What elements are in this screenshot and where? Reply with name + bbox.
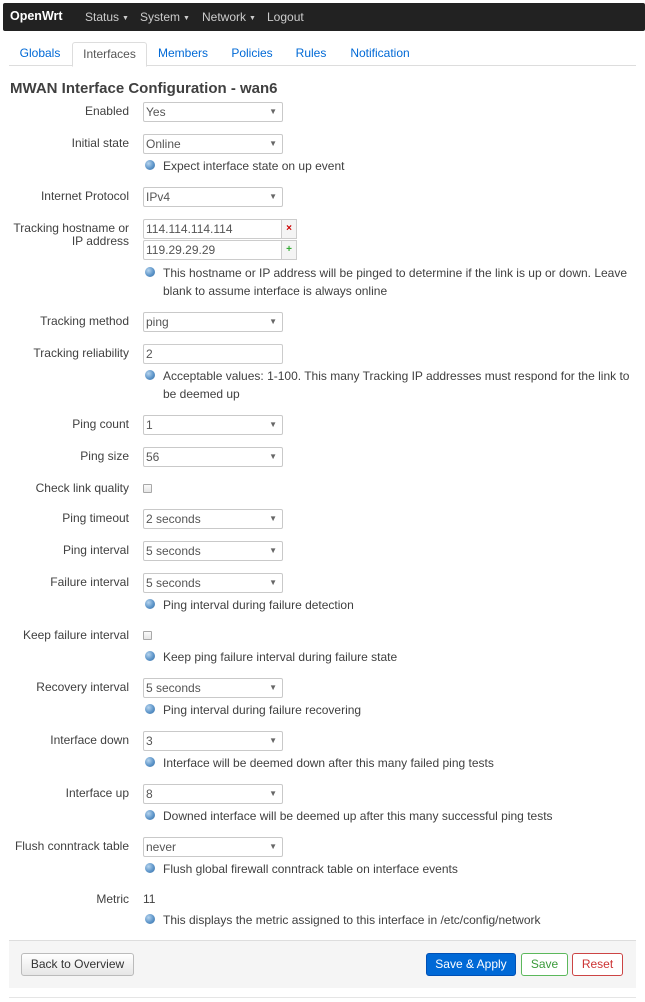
menu-status[interactable]: Status ▼ xyxy=(85,10,129,24)
internet-protocol-label: Internet Protocol xyxy=(40,189,129,203)
ping-size-value: 56 xyxy=(146,450,160,464)
back-to-overview-button[interactable]: Back to Overview xyxy=(21,953,134,976)
save-apply-button[interactable]: Save & Apply xyxy=(426,953,516,976)
tab-members[interactable]: Members xyxy=(157,46,208,60)
initial-state-select[interactable] xyxy=(143,134,283,154)
save-button[interactable]: Save xyxy=(521,953,568,976)
failure-interval-value: 5 seconds xyxy=(146,576,201,590)
info-icon xyxy=(145,160,155,170)
tracking-hostname-label: Tracking hostname or IP address xyxy=(13,221,129,248)
info-icon xyxy=(145,599,155,609)
dropdown-arrow-icon: ▼ xyxy=(269,139,277,148)
recovery-interval-value: 5 seconds xyxy=(146,681,201,695)
chevron-down-icon: ▼ xyxy=(183,15,190,22)
recovery-interval-help: Ping interval during failure recovering xyxy=(145,701,635,719)
recovery-interval-label: Recovery interval xyxy=(36,680,129,694)
info-icon xyxy=(145,704,155,714)
menu-logout[interactable]: Logout xyxy=(267,10,304,24)
keep-failure-interval-label: Keep failure interval xyxy=(22,628,129,642)
tracking-reliability-input[interactable]: 2 xyxy=(143,344,283,364)
chevron-down-icon: ▼ xyxy=(122,15,129,22)
tracking-method-value: ping xyxy=(146,315,169,329)
dropdown-arrow-icon: ▼ xyxy=(269,514,277,523)
metric-label: Metric xyxy=(96,892,129,906)
dropdown-arrow-icon: ▼ xyxy=(269,192,277,201)
page-title: MWAN Interface Configuration - wan6 xyxy=(10,80,278,97)
top-navbar xyxy=(3,3,645,31)
interface-up-help: Downed interface will be deemed up after this many successful ping tests xyxy=(145,807,635,825)
dropdown-arrow-icon: ▼ xyxy=(269,683,277,692)
info-icon xyxy=(145,863,155,873)
keep-failure-interval-help: Keep ping failure interval during failure state xyxy=(145,648,635,666)
internet-protocol-select[interactable] xyxy=(143,187,283,207)
flush-conntrack-value: never xyxy=(146,840,177,854)
enabled-value: Yes xyxy=(146,105,166,119)
ping-interval-label: Ping interval xyxy=(62,543,129,557)
enabled-label: Enabled xyxy=(84,104,129,118)
flush-conntrack-select[interactable] xyxy=(143,837,283,857)
tracking-host-input-1[interactable]: 114.114.114.114 xyxy=(143,219,283,239)
enabled-select[interactable] xyxy=(143,102,283,122)
reset-button[interactable]: Reset xyxy=(572,953,623,976)
tracking-method-label: Tracking method xyxy=(40,314,129,328)
ping-count-select[interactable] xyxy=(143,415,283,435)
dropdown-arrow-icon: ▼ xyxy=(269,317,277,326)
dropdown-arrow-icon: ▼ xyxy=(269,578,277,587)
dropdown-arrow-icon: ▼ xyxy=(269,736,277,745)
internet-protocol-value: IPv4 xyxy=(146,190,171,204)
tab-globals[interactable]: Globals xyxy=(19,46,61,60)
interface-up-select[interactable] xyxy=(143,784,283,804)
dropdown-arrow-icon: ▼ xyxy=(269,452,277,461)
tab-bar xyxy=(9,42,636,66)
tracking-reliability-help: Acceptable values: 1-100. This many Tracking IP addresses must respond for the link to be deemed up xyxy=(145,367,635,403)
flush-conntrack-help: Flush global firewall conntrack table on interface events xyxy=(145,860,635,878)
tab-policies[interactable]: Policies xyxy=(231,46,273,60)
keep-failure-interval-checkbox[interactable] xyxy=(143,631,152,640)
recovery-interval-select[interactable] xyxy=(143,678,283,698)
interface-up-label: Interface up xyxy=(65,786,129,800)
interface-down-help: Interface will be deemed down after this many failed ping tests xyxy=(145,754,635,772)
info-icon xyxy=(145,757,155,767)
ping-interval-select[interactable] xyxy=(143,541,283,561)
failure-interval-label: Failure interval xyxy=(50,575,129,589)
menu-system[interactable]: System ▼ xyxy=(140,10,190,24)
tab-rules[interactable]: Rules xyxy=(295,46,327,60)
interface-down-value: 3 xyxy=(146,734,153,748)
tab-interfaces[interactable]: Interfaces xyxy=(72,42,147,67)
interface-down-label: Interface down xyxy=(50,733,129,747)
ping-timeout-select[interactable] xyxy=(143,509,283,529)
initial-state-help: Expect interface state on up event xyxy=(145,157,635,175)
failure-interval-help: Ping interval during failure detection xyxy=(145,596,635,614)
info-icon xyxy=(145,267,155,277)
dropdown-arrow-icon: ▼ xyxy=(269,842,277,851)
tracking-method-select[interactable] xyxy=(143,312,283,332)
dropdown-arrow-icon: ▼ xyxy=(269,789,277,798)
metric-value: 11 xyxy=(143,892,156,906)
info-icon xyxy=(145,914,155,924)
failure-interval-select[interactable] xyxy=(143,573,283,593)
ping-timeout-value: 2 seconds xyxy=(146,512,201,526)
initial-state-value: Online xyxy=(146,137,181,151)
tracking-reliability-label: Tracking reliability xyxy=(33,346,129,360)
tab-notification[interactable]: Notification xyxy=(350,46,410,60)
remove-host-button[interactable]: × xyxy=(281,219,297,239)
ping-size-select[interactable] xyxy=(143,447,283,467)
add-host-button[interactable]: + xyxy=(281,240,297,260)
ping-count-label: Ping count xyxy=(72,417,129,431)
tracking-hostname-help: This hostname or IP address will be pinged to determine if the link is up or down. Leave blank to assume interface is always online xyxy=(145,264,635,300)
dropdown-arrow-icon: ▼ xyxy=(269,546,277,555)
brand-logo[interactable]: OpenWrt xyxy=(10,9,63,23)
interface-up-value: 8 xyxy=(146,787,153,801)
flush-conntrack-label: Flush conntrack table xyxy=(14,839,129,853)
info-icon xyxy=(145,810,155,820)
info-icon xyxy=(145,370,155,380)
dropdown-arrow-icon: ▼ xyxy=(269,107,277,116)
tracking-host-input-2[interactable]: 119.29.29.29 xyxy=(143,240,283,260)
check-link-quality-label: Check link quality xyxy=(35,481,129,495)
info-icon xyxy=(145,651,155,661)
initial-state-label: Initial state xyxy=(71,136,129,150)
ping-interval-value: 5 seconds xyxy=(146,544,201,558)
menu-network[interactable]: Network ▼ xyxy=(202,10,256,24)
metric-help: This displays the metric assigned to this interface in /etc/config/network xyxy=(145,911,635,929)
chevron-down-icon: ▼ xyxy=(249,15,256,22)
dropdown-arrow-icon: ▼ xyxy=(269,420,277,429)
ping-size-label: Ping size xyxy=(80,449,129,463)
check-link-quality-checkbox[interactable] xyxy=(143,484,152,493)
divider xyxy=(9,997,636,998)
form-actions xyxy=(9,940,636,988)
interface-down-select[interactable] xyxy=(143,731,283,751)
ping-timeout-label: Ping timeout xyxy=(62,511,129,525)
ping-count-value: 1 xyxy=(146,418,153,432)
